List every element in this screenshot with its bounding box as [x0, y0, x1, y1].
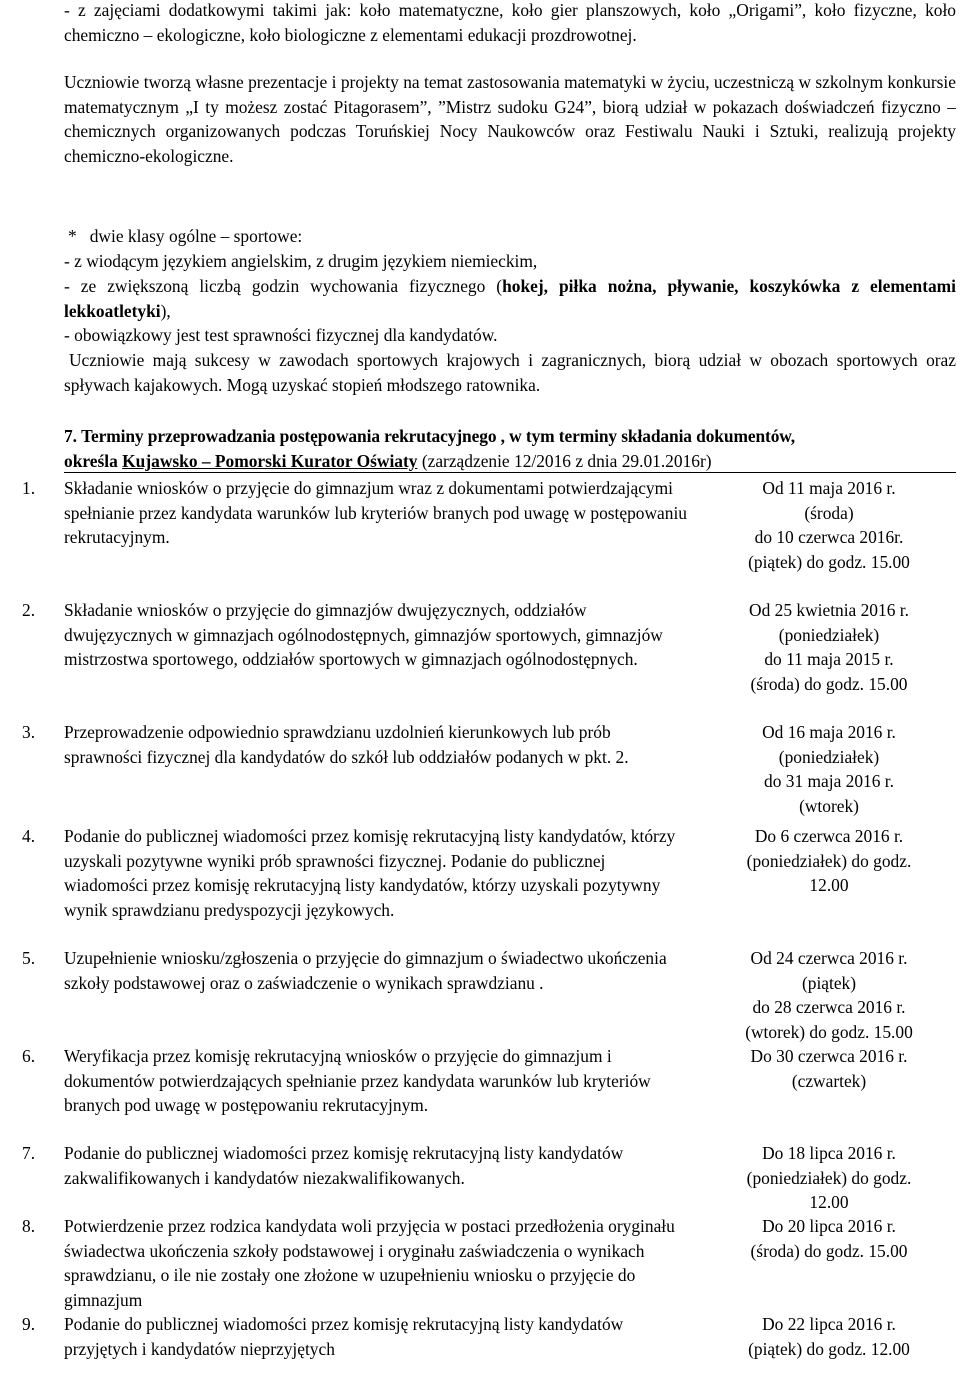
section-number: 7.: [64, 426, 77, 446]
date-line: (poniedziałek) do godz.: [746, 1167, 912, 1188]
pe-hours-suffix: ),: [160, 300, 171, 321]
step-number: 8.: [22, 1216, 36, 1236]
step-description: Podanie do publicznej wiadomości przez komisję rekrutacyjną listy kandydatów przyjętych i kandydatów nieprzyjętych: [64, 1314, 624, 1359]
step-number: 1.: [22, 478, 36, 498]
step-dates: [704, 476, 954, 574]
step-dates: [704, 1312, 954, 1361]
date-line: (poniedziałek): [778, 746, 880, 767]
step-number: 7.: [22, 1143, 36, 1163]
step-dates: [704, 1044, 954, 1093]
step-description: Składanie wniosków o przyjęcie do gimnazjum wraz z dokumentami potwierdzającymi spełnianie przez kandydata warunków lub kryteriów branych pod uwagę w postępowaniu rekrutacyjnym.: [64, 478, 687, 547]
step-description: Podanie do publicznej wiadomości przez komisję rekrutacyjną listy kandydatów, którzy uzyskali pozytywne wyniki prób sprawności fizycznej. Podanie do publicznej wiadomości przez komisję rekrutacyjną listy kandydatów, którzy uzyskali pozytywny wynik sprawdzianu predyspozycji językowych.: [64, 826, 676, 920]
date-line: do 11 maja 2015 r.: [764, 649, 894, 669]
section-title: Terminy przeprowadzania postępowania rekrutacyjnego , w tym terminy składania dokumentów,: [81, 426, 796, 446]
section-subtitle-prefix: określa: [64, 450, 123, 471]
step-dates: [704, 720, 954, 818]
date-line: Do 30 czerwca 2016 r.: [750, 1046, 908, 1066]
sport-summary-paragraph: Uczniowie mają sukcesy w zawodach sportowych krajowych i zagranicznych, biorą udział w obozach sportowych oraz spływach kajakowych. Mogą uzyskać stopień młodszego ratownika.: [64, 350, 956, 395]
date-line: (wtorek) do godz. 15.00: [745, 1021, 913, 1042]
step-dates: [704, 824, 954, 898]
step-description: Podanie do publicznej wiadomości przez komisję rekrutacyjną listy kandydatów zakwalifikowanych i kandydatów niezakwalifikowanych.: [64, 1143, 624, 1188]
step-description: Weryfikacja przez komisję rekrutacyjną wniosków o przyjęcie do gimnazjum i dokumentów potwierdzających spełnianie przez kandydata warunków lub kryteriów branych pod uwagę w postępowaniu rekrutacyjnym.: [64, 1046, 651, 1115]
date-line: 12.00: [809, 875, 849, 895]
student-projects-paragraph: Uczniowie tworzą własne prezentacje i projekty na temat zastosowania matematyki w życiu, uczestniczą w szkolnym konkursie matematycznym „I ty możesz zostać Pitagorasem”, ”Mistrz sudoku G24”, biorą udział w pokazach doświadczeń fizyczno – chemicznych organizowanych podczas Toruńskiej Nocy Naukowców oraz Festiwalu Nauki i Sztuki, realizują projekty chemiczno-ekologiczne.: [64, 72, 956, 166]
date-line: (poniedziałek) do godz.: [746, 850, 912, 871]
regulation-reference: (zarządzenie 12/2016 z dnia 29.01.2016r): [417, 450, 712, 471]
step-description: Przeprowadzenie odpowiednio sprawdzianu uzdolnień kierunkowych lub prób sprawności fizycznej dla kandydatów do szkół lub oddziałów podanych w pkt. 2.: [64, 722, 629, 767]
sport-item-fitness-test: - obowiązkowy jest test sprawności fizycznej dla kandydatów.: [64, 325, 498, 345]
date-line: (piątek): [801, 972, 857, 993]
date-line: (czwartek): [791, 1070, 867, 1091]
date-line: 12.00: [809, 1192, 849, 1212]
section-7-heading: [64, 424, 956, 473]
date-line: (piątek) do godz. 12.00: [748, 1338, 910, 1359]
step-number: 4.: [22, 826, 36, 846]
step-number: 2.: [22, 600, 36, 620]
date-line: (poniedziałek): [778, 624, 880, 645]
date-line: Od 25 kwietnia 2016 r.: [749, 600, 909, 620]
pe-hours-sports: hokej, piłka nożna, pływanie, koszykówka z elementami lekkoatletyki: [64, 276, 956, 321]
date-line: Do 6 czerwca 2016 r.: [754, 826, 904, 846]
date-line: Od 11 maja 2016 r.: [762, 478, 896, 498]
date-line: Do 18 lipca 2016 r.: [762, 1143, 896, 1163]
step-dates: [704, 598, 954, 696]
date-line: Od 16 maja 2016 r.: [762, 722, 896, 742]
date-line: (piątek) do godz. 15.00: [748, 551, 910, 572]
step-number: 6.: [22, 1046, 36, 1066]
date-line: (środa): [804, 502, 854, 523]
sport-item-pe-hours: [64, 274, 956, 323]
step-description: Potwierdzenie przez rodzica kandydata woli przyjęcia w postaci przedłożenia oryginału świadectwa ukończenia szkoły podstawowej i oryginału zaświadczenia o wynikach sprawdzianu, o ile nie zostały one złożone w uzupełnieniu wniosku o przyjęcie do gimnazjum: [64, 1216, 675, 1310]
date-line: Do 22 lipca 2016 r.: [762, 1314, 896, 1334]
date-line: Od 24 czerwca 2016 r.: [750, 948, 908, 968]
date-line: (wtorek): [799, 795, 859, 816]
date-line: do 10 czerwca 2016r.: [754, 527, 904, 547]
step-description: Składanie wniosków o przyjęcie do gimnazjów dwujęzycznych, oddziałów dwujęzycznych w gimnazjach ogólnodostępnych, gimnazjów sportowych, gimnazjów mistrzostwa sportowego, oddziałów sportowych w gimnazjach ogólnodostępnych.: [64, 600, 663, 669]
step-dates: [704, 946, 954, 1044]
heading-rule: [64, 472, 956, 473]
extracurricular-paragraph: - z zajęciami dodatkowymi takimi jak: koło matematyczne, koło gier planszowych, koło „Origami”, koło fizyczne, koło chemiczno – ekologiczne, koło biologiczne z elementami edukacji prozdrowotnej.: [64, 0, 956, 45]
date-line: (środa) do godz. 15.00: [750, 673, 908, 694]
step-dates: [704, 1214, 954, 1263]
sport-classes-header: * dwie klasy ogólne – sportowe:: [68, 226, 303, 246]
date-line: (środa) do godz. 15.00: [750, 1240, 908, 1261]
step-dates: [704, 1141, 954, 1215]
pe-hours-prefix: - ze zwiększoną liczbą godzin wychowania fizycznego (: [64, 276, 503, 296]
date-line: do 28 czerwca 2016 r.: [752, 997, 906, 1017]
step-number: 5.: [22, 948, 36, 968]
step-description: Uzupełnienie wniosku/zgłoszenia o przyjęcie do gimnazjum o świadectwo ukończenia szkoły podstawowej oraz o zaświadczenie o wynikach sprawdzianu .: [64, 948, 667, 993]
kurator-name: Kujawsko – Pomorski Kurator Oświaty: [122, 450, 418, 471]
date-line: Do 20 lipca 2016 r.: [762, 1216, 896, 1236]
date-line: do 31 maja 2016 r.: [764, 771, 894, 791]
step-number: 3.: [22, 722, 36, 742]
sport-item-languages: - z wiodącym językiem angielskim, z drugim językiem niemieckim,: [64, 251, 538, 271]
step-number: 9.: [22, 1314, 36, 1334]
